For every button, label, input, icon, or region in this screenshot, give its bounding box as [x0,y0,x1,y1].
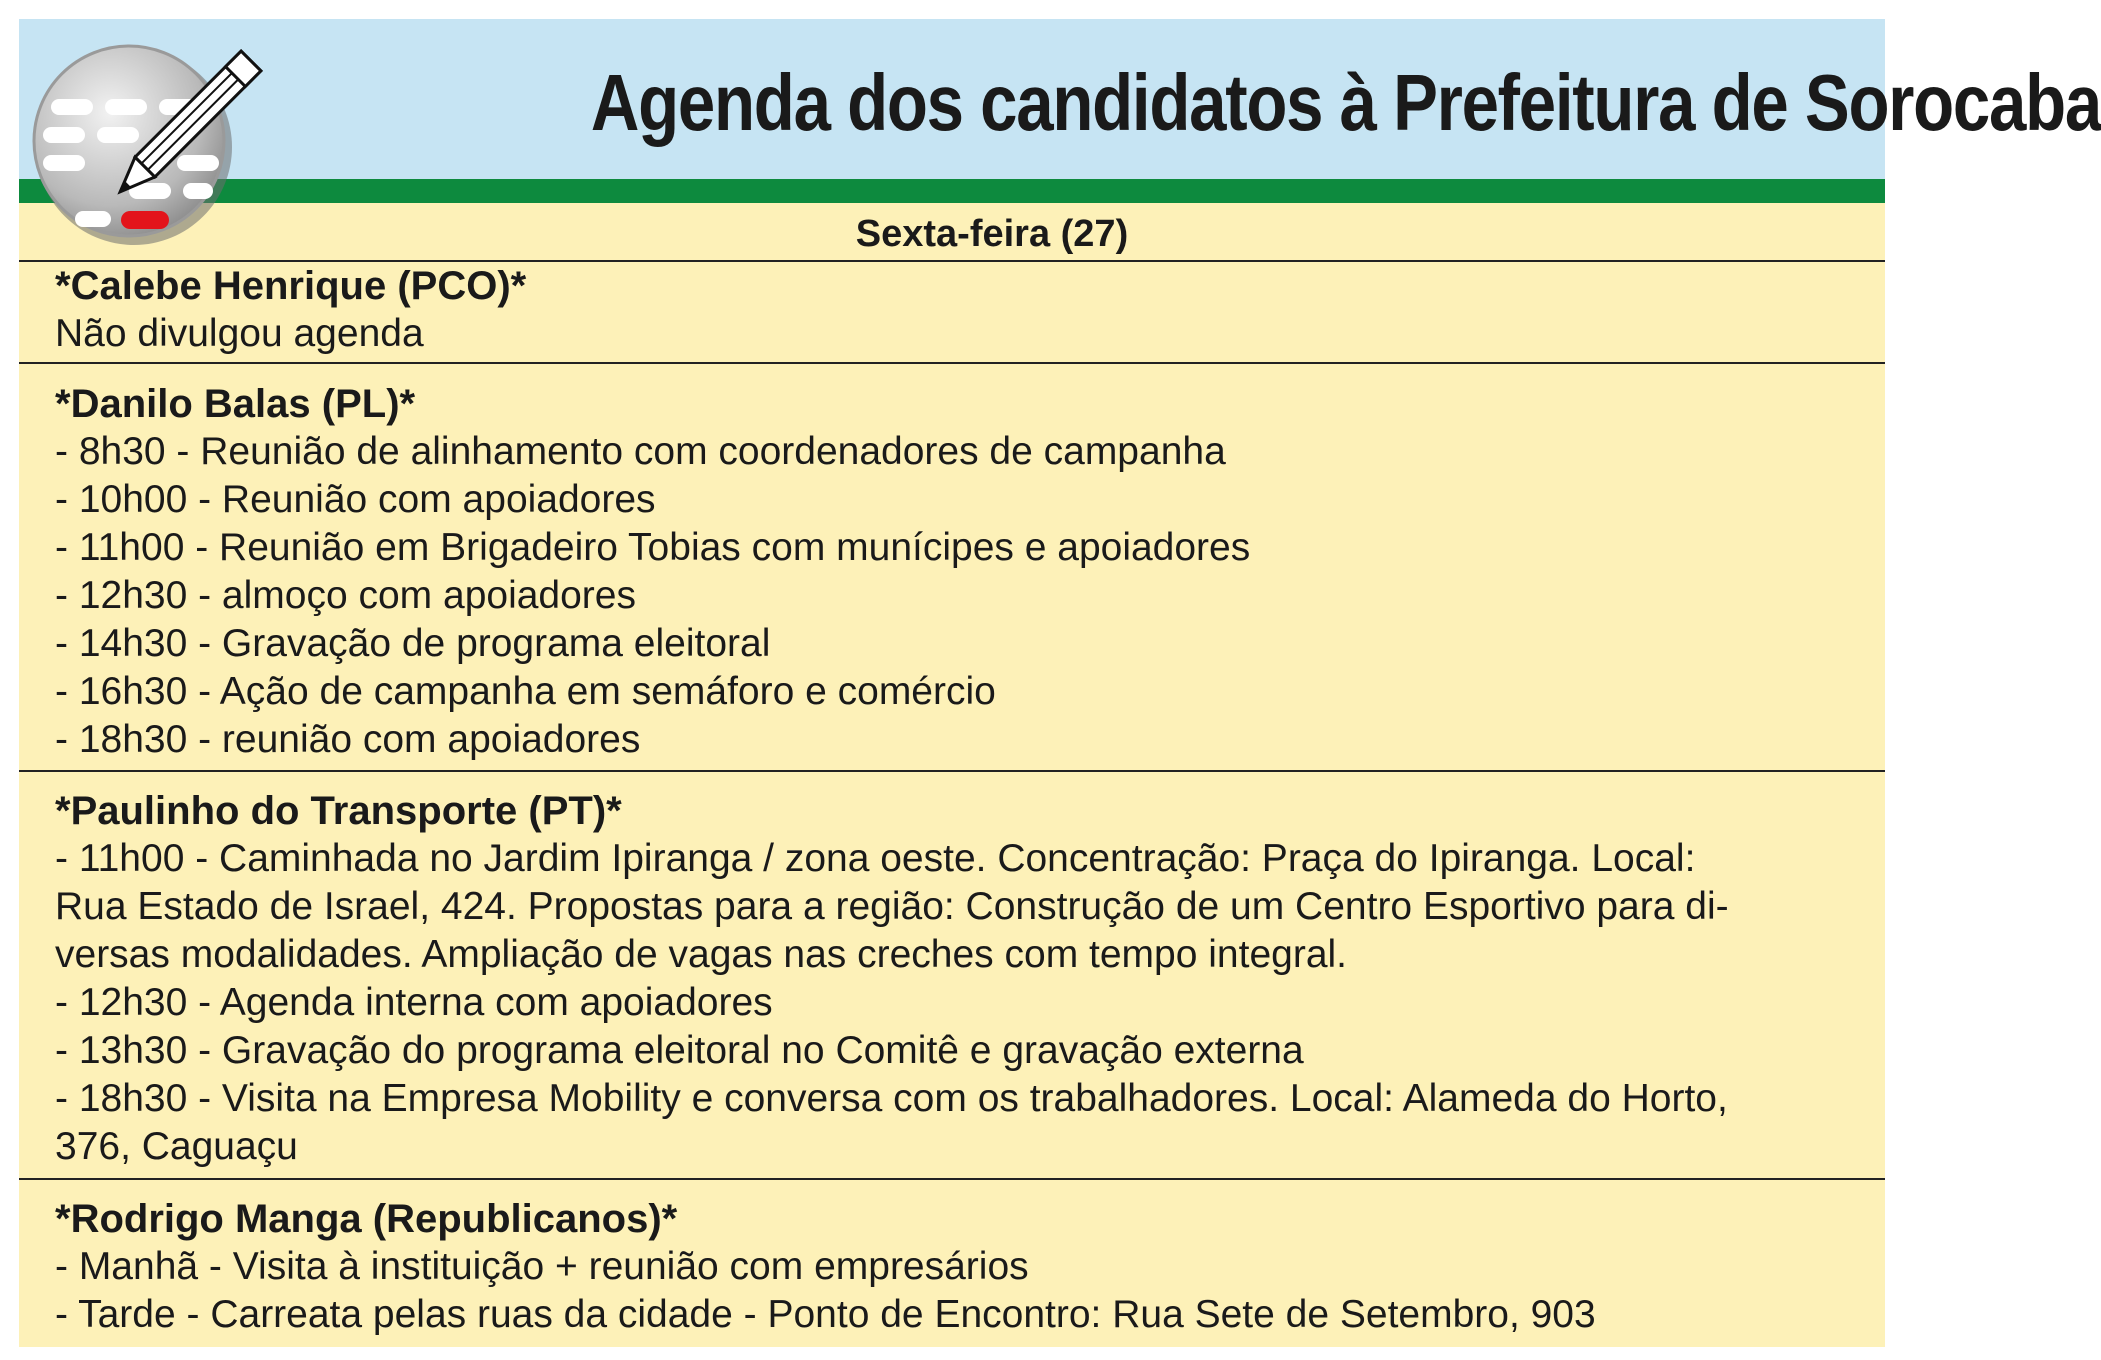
candidate-name: *Calebe Henrique (PCO)* [55,264,527,308]
agenda-item: - 10h00 - Reunião com apoiadores [55,478,656,521]
header-green-stripe [19,179,1885,203]
day-heading: Sexta-feira (27) [855,213,1129,255]
candidate-section-danilo [55,380,1855,764]
agenda-item: 376, Caguaçu [55,1125,298,1168]
agenda-item: - 13h30 - Gravação do programa eleitoral no Comitê e gravação externa [55,1029,1304,1072]
agenda-card [19,19,2101,1347]
agenda-item: - 18h30 - reunião com apoiadores [55,718,641,761]
agenda-item: - 16h30 - Ação de campanha em semáforo e comércio [55,670,996,713]
candidate-name: *Rodrigo Manga (Republicanos)* [55,1197,678,1241]
agenda-item: - 12h30 - Agenda interna com apoiadores [55,981,773,1024]
agenda-item: - 11h00 - Caminhada no Jardim Ipiranga / zona oeste. Concentração: Praça do Ipiranga. Local: [55,837,1696,880]
divider [19,362,1885,364]
agenda-item: - 12h30 - almoço com apoiadores [55,574,636,617]
agenda-item: - 14h30 - Gravação de programa eleitoral [55,622,771,665]
divider [19,770,1885,772]
agenda-item: - 8h30 - Reunião de alinhamento com coordenadores de campanha [55,430,1226,473]
agenda-item: - Tarde - Carreata pelas ruas da cidade - Ponto de Encontro: Rua Sete de Setembro, 903 [55,1293,1596,1336]
agenda-item: - 18h30 - Visita na Empresa Mobility e conversa com os trabalhadores. Local: Alameda do Horto, [55,1077,1728,1120]
divider [19,1178,1885,1180]
candidate-name: *Paulinho do Transporte (PT)* [55,789,622,833]
agenda-item: Não divulgou agenda [55,312,424,355]
agenda-item: Rua Estado de Israel, 424. Propostas para a região: Construção de um Centro Esportivo para di- [55,885,1729,928]
candidate-section-calebe [55,262,1855,358]
candidate-section-rodrigo [55,1195,1855,1339]
candidate-section-paulinho [55,787,1855,1171]
agenda-item: - 11h00 - Reunião em Brigadeiro Tobias com munícipes e apoiadores [55,526,1251,569]
page-title: Agenda dos candidatos à Prefeitura de Sorocaba [590,58,2101,147]
candidate-name: *Danilo Balas (PL)* [55,382,416,426]
agenda-item: - Manhã - Visita à instituição + reunião com empresários [55,1245,1029,1288]
agenda-item: versas modalidades. Ampliação de vagas nas creches com tempo integral. [55,933,1348,976]
